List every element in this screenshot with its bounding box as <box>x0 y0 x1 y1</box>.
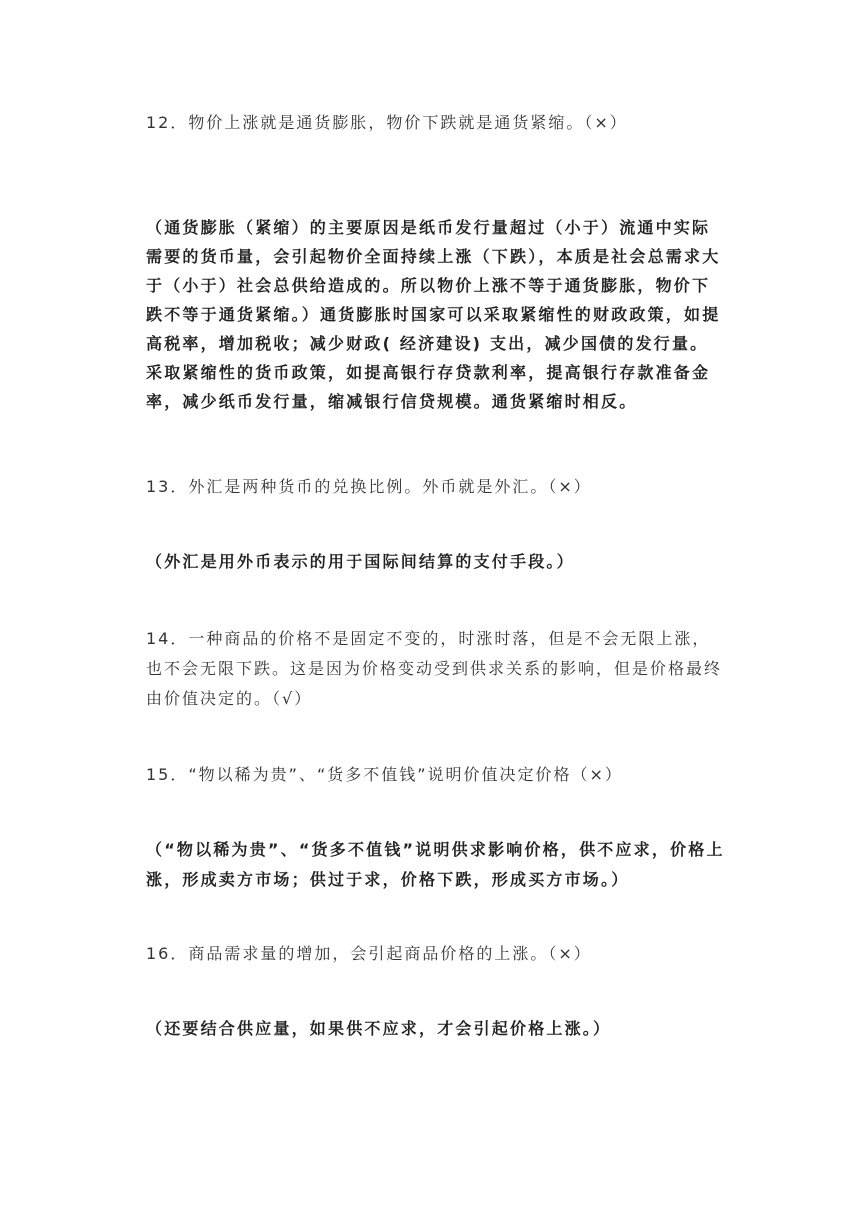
answer-12: （通货膨胀（紧缩）的主要原因是纸币发行量超过（小于）流通中实际需要的货币量，会引起物价全面持续上涨（下跌），本质是社会总需求大于（小于）社会总供给造成的。所以物价上涨不等于通货膨胀，物价下跌不等于通货紧缩。）通货膨胀时国家可以采取紧缩性的财政政策，如提高税率，增加税收；减少财政( 经济建设) 支出，减少国债的发行量。采取紧缩性的货币政策，如提高银行存贷款利率，提高银行存款准备金率，减少纸币发行量，缩减银行信贷规模。通货紧缩时相反。 <box>146 218 721 411</box>
answer-13: （外汇是用外币表示的用于国际间结算的支付手段。） <box>146 552 575 571</box>
answer-15: （“物以稀为贵”、“货多不值钱”说明供求影响价格，供不应求，价格上涨，形成卖方市场；供过于求，价格下跌，形成买方市场。） <box>146 840 725 889</box>
question-12: 12．物价上涨就是通货膨胀，物价下跌就是通货紧缩。（×） <box>146 113 628 132</box>
answer-16: （还要结合供应量，如果供不应求，才会引起价格上涨。） <box>146 1019 612 1038</box>
question-14: 14．一种商品的价格不是固定不变的，时涨时落，但是不会无限上涨，也不会无限下跌。这是因为价格变动受到供求关系的影响，但是价格最终由价值决定的。（√） <box>146 629 723 708</box>
question-13: 13．外汇是两种货币的兑换比例。外币就是外汇。（×） <box>146 477 592 496</box>
question-16: 16．商品需求量的增加，会引起商品价格的上涨。（×） <box>146 944 592 963</box>
question-15: 15．“物以稀为贵”、“货多不值钱”说明价值决定价格（×） <box>146 765 623 784</box>
